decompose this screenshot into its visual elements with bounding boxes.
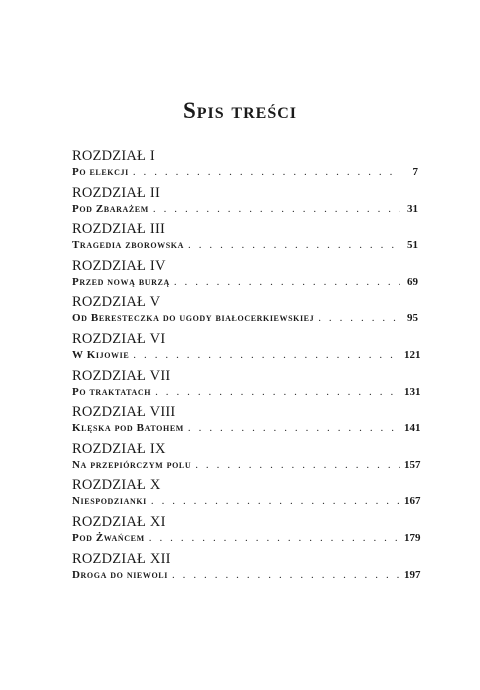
- chapter-label: ROZDZIAŁ XI: [72, 513, 166, 530]
- toc-entry-line: [72, 238, 418, 252]
- chapter-label: ROZDZIAŁ X: [72, 477, 161, 494]
- toc-entry: [72, 221, 418, 258]
- dot-leader: [153, 202, 400, 216]
- toc-entry-line: [72, 568, 421, 582]
- page-number: 69: [407, 275, 418, 288]
- dot-leader: [155, 385, 400, 399]
- toc-heading: Spis treści: [182, 98, 298, 123]
- chapter-label: ROZDZIAŁ III: [72, 221, 165, 238]
- dot-leader: [151, 494, 400, 508]
- toc-entry-line: [72, 421, 421, 435]
- chapter-label: ROZDZIAŁ VI: [72, 330, 166, 347]
- dot-leader: [195, 458, 400, 472]
- toc-entry: [72, 440, 421, 478]
- toc-entry-line: [72, 531, 421, 545]
- chapter-label: ROZDZIAŁ XII: [72, 550, 171, 567]
- chapter-title: Przed nową burzą: [72, 275, 170, 288]
- dot-leader: [318, 311, 400, 325]
- page-number: 51: [407, 239, 418, 252]
- chapter-title: Klęska pod Batohem: [72, 422, 184, 435]
- toc-entry-line: [72, 311, 418, 325]
- page-number: 157: [404, 458, 421, 471]
- chapter-label: ROZDZIAŁ VIII: [72, 404, 176, 421]
- toc-entry: [72, 185, 418, 222]
- toc-entry-line: [72, 348, 421, 362]
- chapter-title: Niespodzianki: [72, 495, 147, 508]
- toc-entry-line: [72, 275, 418, 289]
- toc-entry: [72, 294, 418, 331]
- toc-entry-line: [72, 165, 418, 179]
- dot-leader: [188, 238, 400, 252]
- chapter-title: Tragedia zborowska: [72, 239, 185, 252]
- toc-entry: [72, 258, 418, 295]
- page-number: 197: [404, 568, 421, 581]
- dot-leader: [172, 568, 400, 582]
- toc-entry-line: [72, 494, 421, 508]
- table-of-contents: [72, 148, 421, 587]
- page-number: 7: [412, 166, 418, 178]
- toc-entry-line: [72, 385, 421, 399]
- toc-entry-line: [72, 458, 421, 472]
- toc-entry: [72, 550, 421, 588]
- dot-leader: [133, 165, 400, 179]
- toc-entry-line: [72, 202, 418, 216]
- toc-entry: [72, 330, 421, 368]
- chapter-label: ROZDZIAŁ V: [72, 294, 161, 311]
- chapter-label: ROZDZIAŁ VII: [72, 367, 171, 384]
- chapter-label: ROZDZIAŁ IX: [72, 440, 166, 457]
- toc-entry: [72, 513, 421, 551]
- toc-entry: [72, 404, 421, 441]
- dot-leader: [133, 348, 400, 362]
- toc-entry: [72, 367, 421, 405]
- page-number: 141: [404, 422, 421, 435]
- chapter-title: W Kijowie: [72, 348, 130, 361]
- chapter-label: ROZDZIAŁ I: [72, 148, 155, 164]
- chapter-title: Droga do niewoli: [72, 568, 168, 581]
- chapter-title: Pod Zbarażem: [72, 202, 149, 215]
- chapter-label: ROZDZIAŁ IV: [72, 257, 166, 274]
- chapter-label: ROZDZIAŁ II: [72, 184, 160, 201]
- page-number: 131: [404, 385, 421, 398]
- dot-leader: [174, 275, 400, 289]
- dot-leader: [149, 531, 400, 545]
- page-number: 179: [404, 531, 421, 544]
- page-number: 31: [407, 202, 418, 215]
- chapter-title: Na przepiórczym polu: [72, 458, 192, 471]
- dot-leader: [188, 421, 400, 435]
- chapter-title: Pod Żwańcem: [72, 531, 145, 544]
- chapter-title: Po traktatach: [72, 385, 152, 398]
- chapter-title: Po elekcji: [72, 166, 129, 178]
- chapter-title: Od Beresteczka do ugody białocerkiewskiej: [72, 312, 315, 325]
- toc-entry: [72, 148, 418, 185]
- toc-entry: [72, 477, 421, 514]
- page-number: 95: [407, 312, 418, 325]
- page-number: 167: [404, 495, 421, 508]
- page-number: 121: [404, 348, 421, 361]
